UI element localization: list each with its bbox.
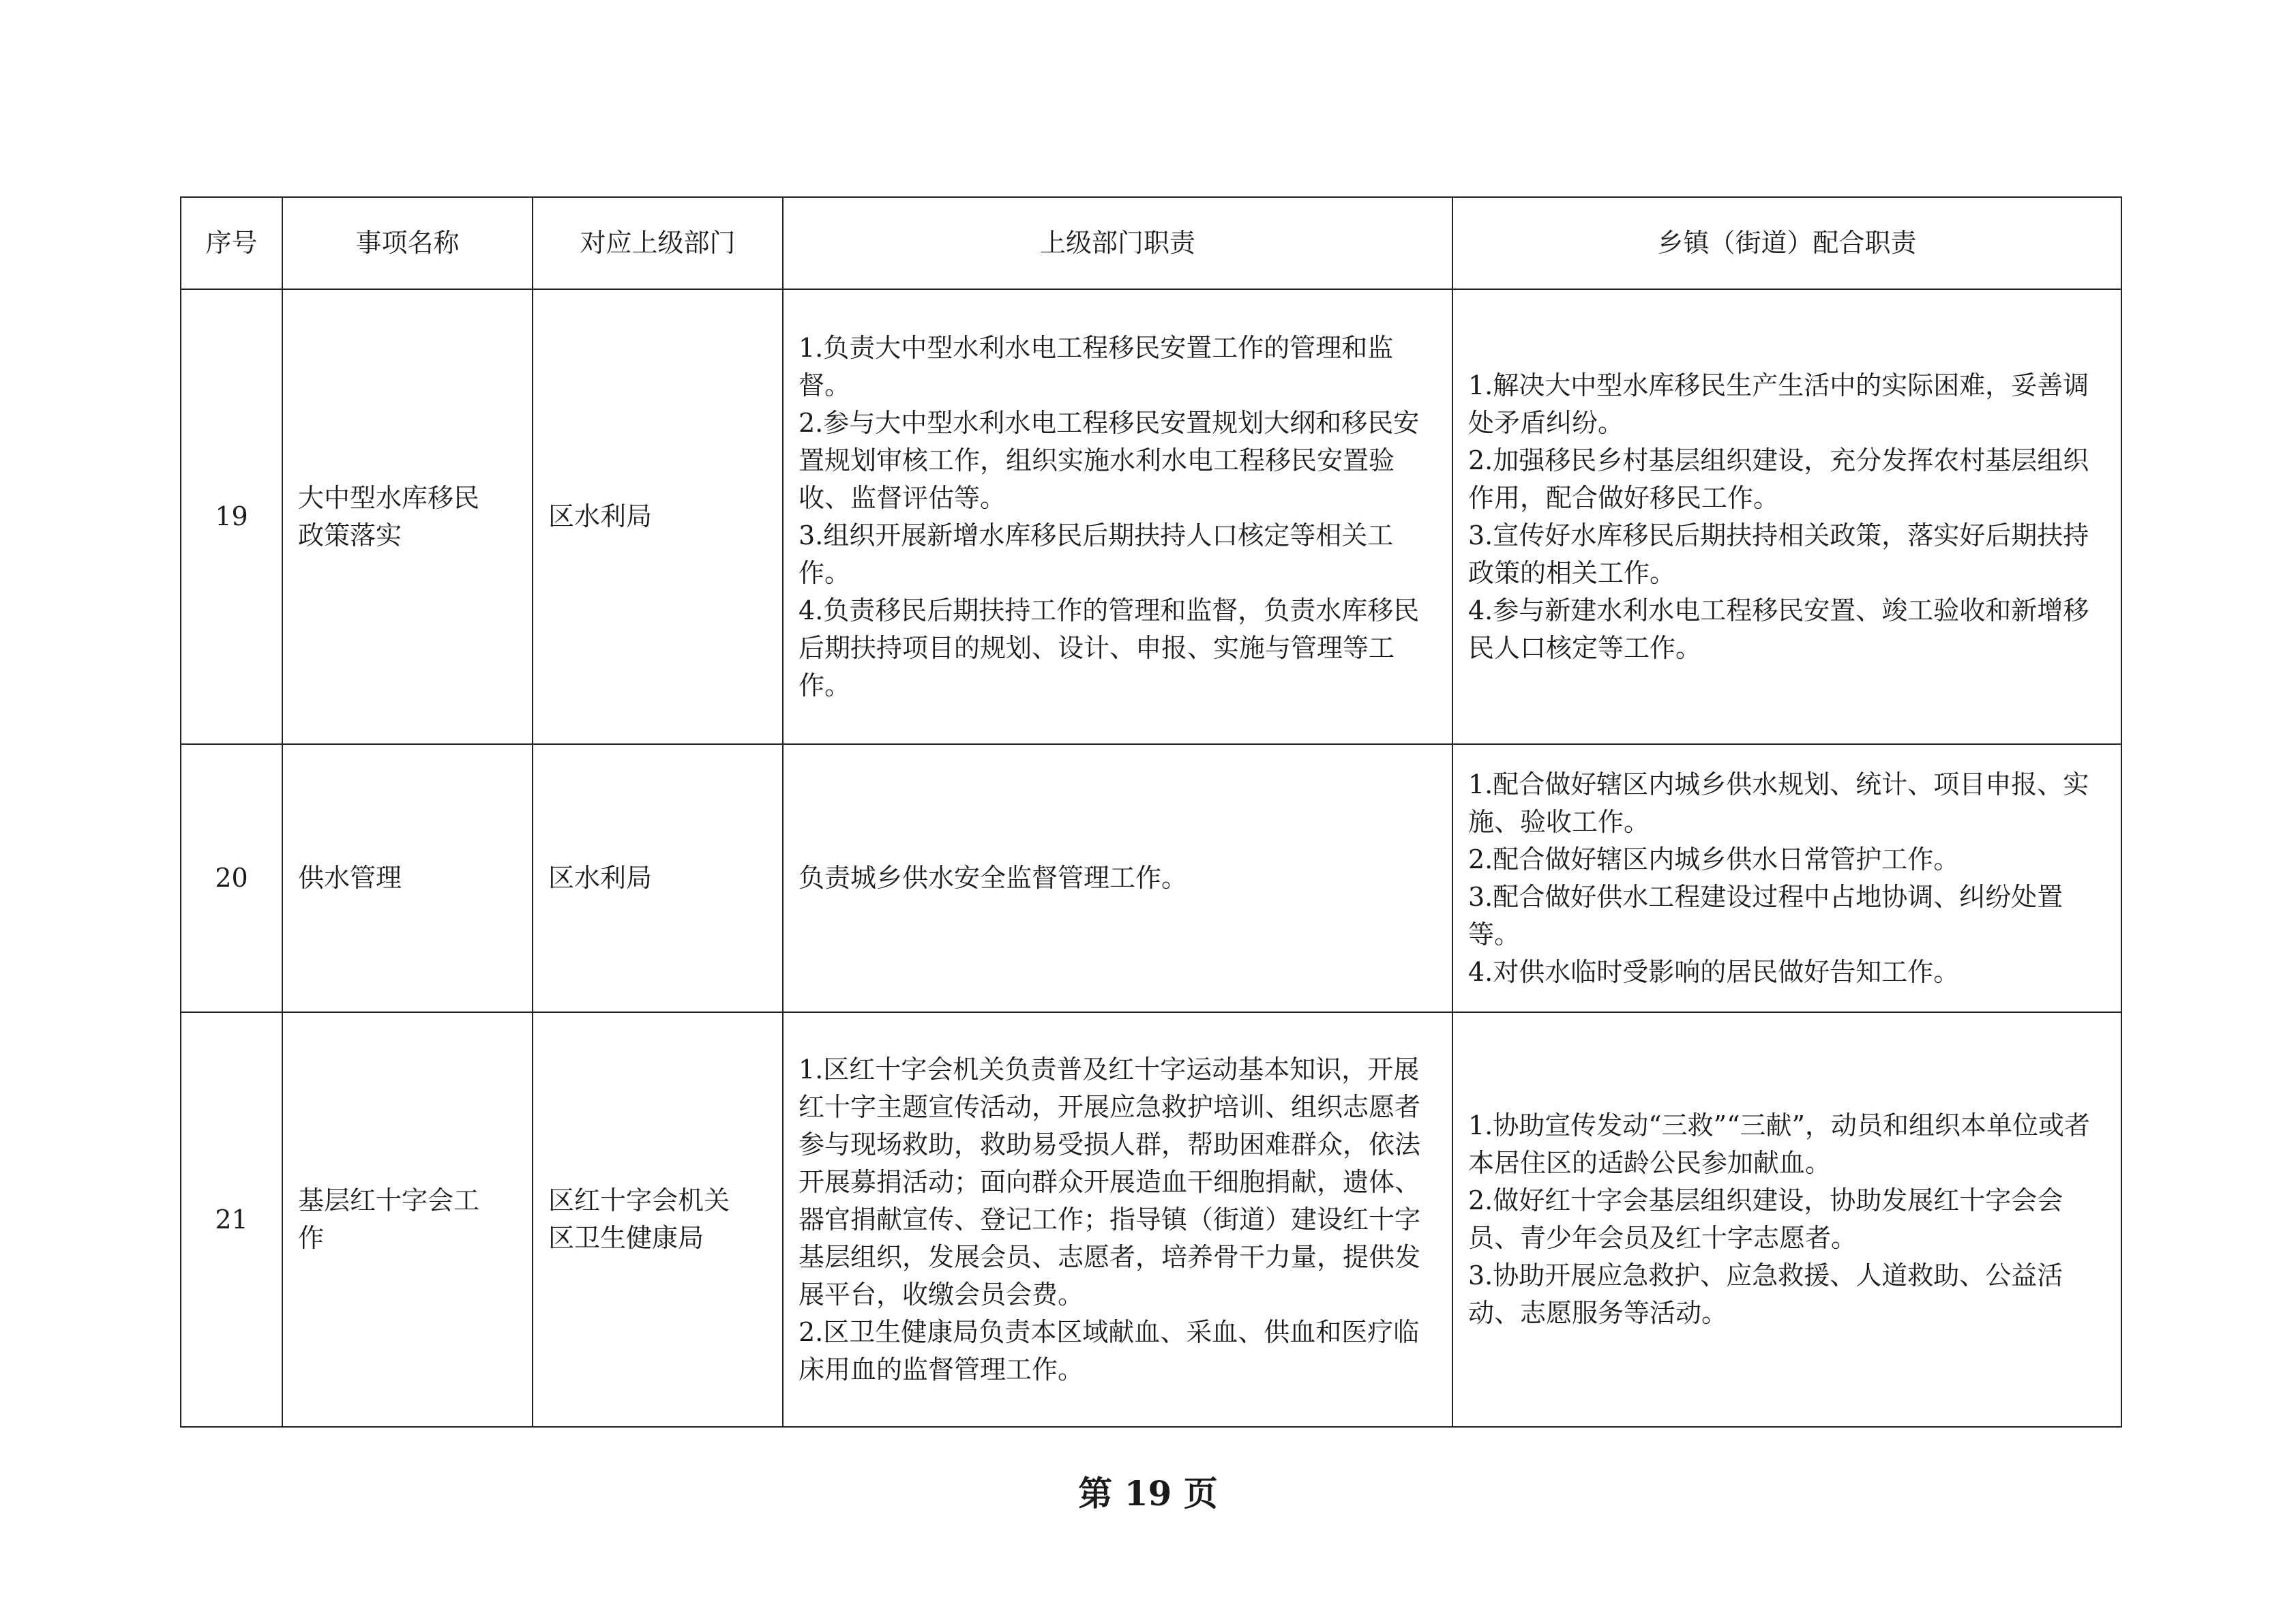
responsibility-table <box>180 196 2122 1428</box>
row-item-name: 大中型水库移民 政策落实 <box>282 289 533 744</box>
header-upper-department: 对应上级部门 <box>533 197 783 289</box>
row-department: 区水利局 <box>533 289 783 744</box>
row-department: 区水利局 <box>533 744 783 1012</box>
page-number: 第 19 页 <box>1078 1473 1218 1514</box>
row-upper-duty: 1.负责大中型水利水电工程移民安置工作的管理和监督。 2.参与大中型水利水电工程移民安置规划大纲和移民安置规划审核工作，组织实施水利水电工程移民安置验收、监督评估等。 3.组织开展新增水库移民后期扶持人口核定等相关工作。 4.负责移民后期扶持工作的管理和监督，负责水库移民后期扶持项目的规划、设计、申报、实施与管理等工作。 <box>783 289 1452 744</box>
row-serial-no: 21 <box>181 1012 282 1427</box>
row-serial-no: 19 <box>181 289 282 744</box>
row-town-duty: 1.协助宣传发动“三救”“三献”，动员和组织本单位或者本居住区的适龄公民参加献血。 2.做好红十字会基层组织建设，协助发展红十字会会员、青少年会员及红十字志愿者。 3.协助开展应急救护、应急救援、人道救助、公益活动、志愿服务等活动。 <box>1452 1012 2121 1427</box>
header-upper-duty: 上级部门职责 <box>783 197 1452 289</box>
header-item-name: 事项名称 <box>282 197 533 289</box>
row-town-duty: 1.解决大中型水库移民生产生活中的实际困难，妥善调处矛盾纠纷。 2.加强移民乡村基层组织建设，充分发挥农村基层组织作用，配合做好移民工作。 3.宣传好水库移民后期扶持相关政策，落实好后期扶持政策的相关工作。 4.参与新建水利水电工程移民安置、竣工验收和新增移民人口核定等工作。 <box>1452 289 2121 744</box>
row-upper-duty: 负责城乡供水安全监督管理工作。 <box>783 744 1452 1012</box>
row-item-name: 基层红十字会工 作 <box>282 1012 533 1427</box>
row-upper-duty: 1.区红十字会机关负责普及红十字运动基本知识，开展红十字主题宣传活动，开展应急救护培训、组织志愿者参与现场救助，救助易受损人群，帮助困难群众，依法开展募捐活动；面向群众开展造血干细胞捐献，遗体、器官捐献宣传、登记工作；指导镇（街道）建设红十字基层组织，发展会员、志愿者，培养骨干力量，提供发展平台，收缴会员会费。 2.区卫生健康局负责本区域献血、采血、供血和医疗临床用血的监督管理工作。 <box>783 1012 1452 1427</box>
table-row <box>181 289 2121 744</box>
header-town-duty: 乡镇（街道）配合职责 <box>1452 197 2121 289</box>
row-serial-no: 20 <box>181 744 282 1012</box>
table-row <box>181 1012 2121 1427</box>
table-header-row <box>181 197 2121 289</box>
row-item-name: 供水管理 <box>282 744 533 1012</box>
row-department: 区红十字会机关 区卫生健康局 <box>533 1012 783 1427</box>
table-row <box>181 744 2121 1012</box>
header-serial-no: 序号 <box>181 197 282 289</box>
row-town-duty: 1.配合做好辖区内城乡供水规划、统计、项目申报、实施、验收工作。 2.配合做好辖区内城乡供水日常管护工作。 3.配合做好供水工程建设过程中占地协调、纠纷处置等。 4.对供水临时受影响的居民做好告知工作。 <box>1452 744 2121 1012</box>
